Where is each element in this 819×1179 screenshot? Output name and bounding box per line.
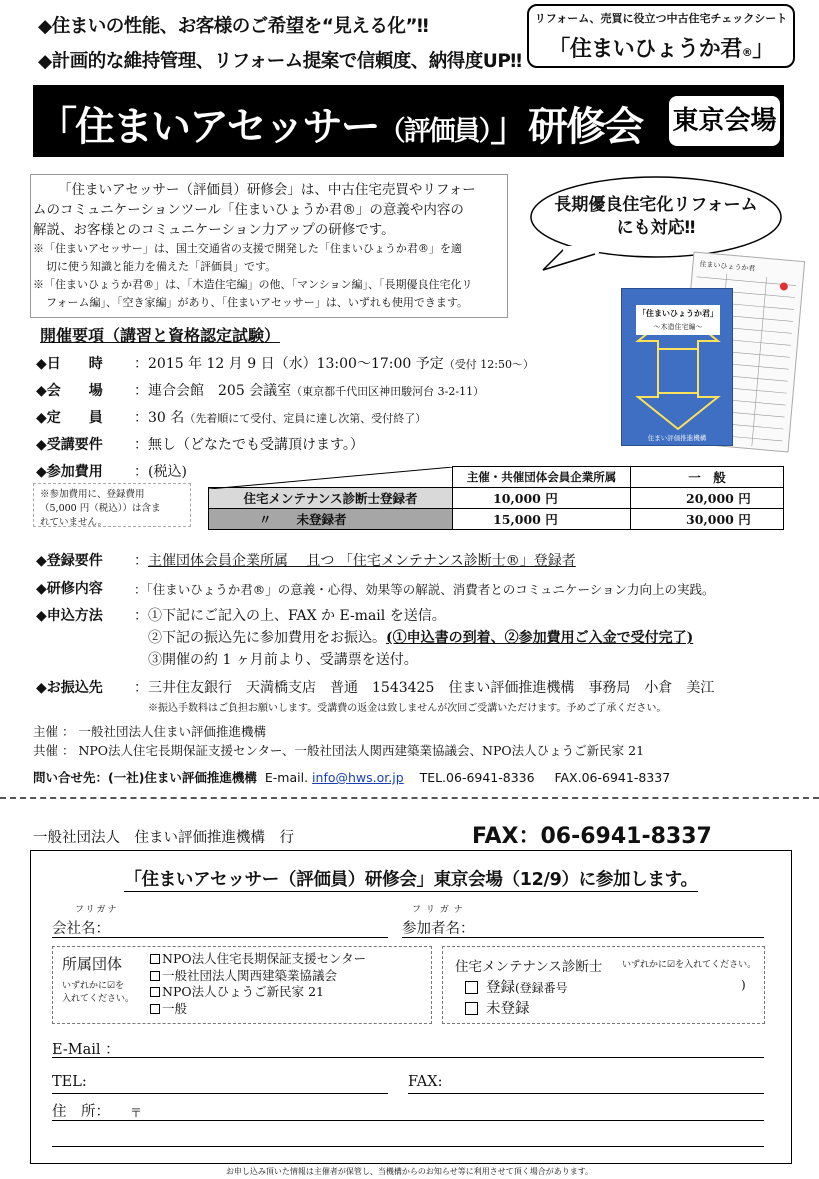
address-label: 住 所： [52, 1104, 110, 1120]
requirement-label: ◆受講要件 [36, 437, 103, 453]
apply-label: ◆申込方法 [36, 608, 103, 624]
address-input[interactable] [52, 1120, 764, 1121]
diagnostician-note: いずれかに☑を入れてください。 [622, 960, 757, 970]
tel-label: TEL: [52, 1074, 87, 1090]
content-value: ：「住まいひょうか君®」の意義・心得、効果等の解説、消費者とのコミュニケーション力向上の実践。 [134, 582, 715, 597]
tagline-1: ◆住まいの性能、お客様のご希望を“見える化”‼ [38, 16, 429, 37]
contact-line: 問い合せ先：(一社)住まい評価推進機構 E-mail. info@hws.or.jp TEL.06-6941-8336 FAX.06-6941-8337 [33, 770, 671, 785]
requirement-value: ：無し（どなたでも受講頂けます。） [134, 437, 364, 453]
organization-title: 所属団体 [62, 955, 123, 973]
cosponsor: 共催 ： NPO法人住宅長期保証支援センター、一般社団法人関西建築業協議会、NPO法人ひょうご新民家 21 [33, 743, 645, 758]
registration-colon: ：主催団体会員企業所属 且つ 「住宅メンテナンス診断士®」登録者 [134, 553, 576, 569]
organizer: 主催 ： 一般社団法人住まい評価推進機構 [33, 724, 266, 739]
intro-note: フォーム編」、「空き家編」があり、「住まいアセッサー」は、いずれも使用できます。 [46, 296, 468, 309]
checkbox[interactable] [150, 954, 160, 964]
organization-note: 入れてください。 [62, 994, 135, 1004]
privacy-note: お申し込み頂いた情報は主催者が保管し、当機構からのお知らせ等に利用させて頂く場合があります。 [225, 1167, 594, 1176]
checkbox[interactable] [150, 971, 160, 981]
fee-table [208, 466, 784, 530]
email-input[interactable] [52, 1057, 764, 1058]
attendee-label: 参加者名： [402, 921, 475, 937]
venue-badge: 東京会場 [669, 96, 780, 146]
bubble-line: 長期優良住宅化リフォーム [554, 195, 758, 215]
sheet-title: 住まいひょうか君 [699, 260, 756, 273]
organization-note: いずれかに☑を [62, 981, 125, 991]
organization-option[interactable]: 一般 [150, 1001, 366, 1018]
apply-step: ③開催の約 1 ヶ月前より、受講票を送付。 [148, 652, 418, 668]
checkbox[interactable] [150, 987, 160, 997]
organization-option[interactable]: NPO法人ひょうご新民家 21 [150, 984, 366, 1001]
intro-line: ムのコミュニケーションツール「住まいひょうか君®」の意義や内容の [33, 202, 464, 218]
details-heading: 開催要項（講習と資格認定試験） [40, 326, 281, 345]
booklet-footer: 住まい評価推進機構 [647, 434, 707, 442]
cut-line [0, 797, 819, 799]
intro-note: ※「住まいひょうか君®」は、「木造住宅編」の他、「マンション編」、「長期優良住宅化リ [33, 278, 473, 291]
tagline-2: ◆計画的な維持管理、リフォーム提案で信頼度、納得度UP‼ [38, 51, 522, 72]
postal-mark: 〒 [130, 1106, 143, 1120]
fax-input[interactable] [408, 1093, 764, 1094]
product-badge-title: 「住まいひょうか君®」 [548, 37, 774, 62]
attendee-input[interactable] [402, 937, 764, 938]
bank-value: ：三井住友銀行 天満橋支店 普通 1543425 住まい評価推進機構 事務局 小倉 美江 [134, 680, 715, 696]
form-title: 「住まいアセッサー（評価員）研修会」東京会場（12/9）に参加します。 [124, 870, 698, 890]
intro-note: ※「住まいアセッサー」は、国土交通省の支援で開発した「住まいひょうか君®」を適 [33, 242, 462, 255]
registration-number-close: ) [741, 978, 746, 992]
date-label: ◆日 時 [36, 356, 103, 372]
fee-table-corner [209, 467, 453, 488]
table-row [209, 509, 784, 530]
organization-option[interactable]: 一般社団法人関西建築業協議会 [150, 968, 366, 985]
fee-row-label: 〃 未登録者 [209, 509, 453, 530]
table-row [209, 488, 784, 509]
fee-note: （5,000 円（税込））は含ま [40, 503, 161, 514]
fee-note: ※参加費用に、登録費用 [40, 489, 145, 500]
booklet-subtitle: 〜木造住宅編〜 [653, 323, 703, 331]
organization-option[interactable]: NPO法人住宅長期保証支援センター [150, 951, 366, 968]
company-label: 会社名： [52, 921, 110, 937]
organization-options [150, 951, 366, 1017]
tel-input[interactable] [52, 1093, 388, 1094]
fee-row-label: 住宅メンテナンス診断士登録者 [209, 488, 453, 509]
checkbox[interactable] [465, 1002, 478, 1015]
registration-label: ◆登録要件 [36, 553, 103, 569]
company-furigana: フリガナ [75, 905, 119, 915]
company-input[interactable] [52, 937, 388, 938]
fee-general: 20,000 円 [631, 488, 784, 509]
bubble-line: にも対応‼ [616, 218, 696, 238]
checkbox[interactable] [465, 981, 478, 994]
date-value: ：2015 年 12 月 9 日（水）13:00～17:00 予定（受付 12:50～） [134, 356, 534, 372]
fee-member: 15,000 円 [453, 509, 631, 530]
venue-label: ◆会 場 [36, 383, 103, 399]
fee-member: 10,000 円 [453, 488, 631, 509]
apply-step: ②下記の振込先に参加費用をお振込。(①申込書の到着、②参加費用ご入金で受付完了) [148, 630, 694, 646]
bank-note: ※振込手数料はご負担お願いします。受講費の返金は致しませんが次回ご受講いただけます。予めご了承ください。 [148, 703, 667, 714]
attendee-furigana: フ リ ガ ナ [412, 905, 464, 915]
diagnostician-option-registered[interactable]: 登録(登録番号 [465, 976, 568, 997]
form-fax-number: FAX：06-6941-8337 [472, 824, 712, 849]
fee-header-member: 主催・共催団体会員企業所属 [453, 467, 631, 488]
apply-step: ：①下記にご記入の上、FAX か E-mail を送信。 [134, 608, 446, 624]
capacity-value: ：30 名（先着順にて受付、定員に達し次第、受付終了） [134, 410, 427, 426]
capacity-label: ◆定 員 [36, 410, 103, 426]
address-input-line-2[interactable] [52, 1146, 764, 1147]
bank-label: ◆お振込先 [36, 680, 103, 696]
product-badge [527, 4, 795, 68]
form-recipient: 一般社団法人 住まい評価推進機構 行 [33, 830, 294, 846]
product-badge-subtitle: リフォーム、売買に役立つ中古住宅チェックシート [534, 12, 788, 25]
booklet-cover-image [621, 288, 733, 446]
checkbox[interactable] [150, 1004, 160, 1014]
page-title: 「住まいアセッサー（評価員）」研修会 [37, 104, 643, 150]
fee-note: れていません。 [40, 517, 108, 528]
intro-note: 切に使う知識と能力を備えた「評価員」です。 [46, 260, 277, 273]
contact-email-link[interactable]: info@hws.or.jp [312, 770, 404, 785]
booklet-title: 「住まいひょうか君」 [638, 309, 718, 318]
venue-value: ：連合会館 205 会議室（東京都千代田区神田駿河台 3-2-11） [134, 383, 485, 399]
content-label: ◆研修内容 [36, 581, 103, 597]
diagnostician-title: 住宅メンテナンス診断士 [455, 959, 603, 975]
fax-label: FAX: [408, 1074, 443, 1090]
fee-label: ◆参加費用 [36, 464, 103, 480]
fee-header-general: 一 般 [631, 467, 784, 488]
email-label: E-Mail ： [52, 1042, 120, 1058]
diagnostician-option-unregistered[interactable]: 未登録 [465, 997, 530, 1018]
fee-tax: ：(税込) [134, 464, 187, 480]
fee-general: 30,000 円 [631, 509, 784, 530]
intro-line: 「住まいアセッサー（評価員）研修会」は、中古住宅売買やリフォー [58, 182, 476, 198]
intro-line: 解説、お客様とのコミュニケーション力アップの研修です。 [33, 222, 395, 238]
title-banner [33, 85, 784, 157]
